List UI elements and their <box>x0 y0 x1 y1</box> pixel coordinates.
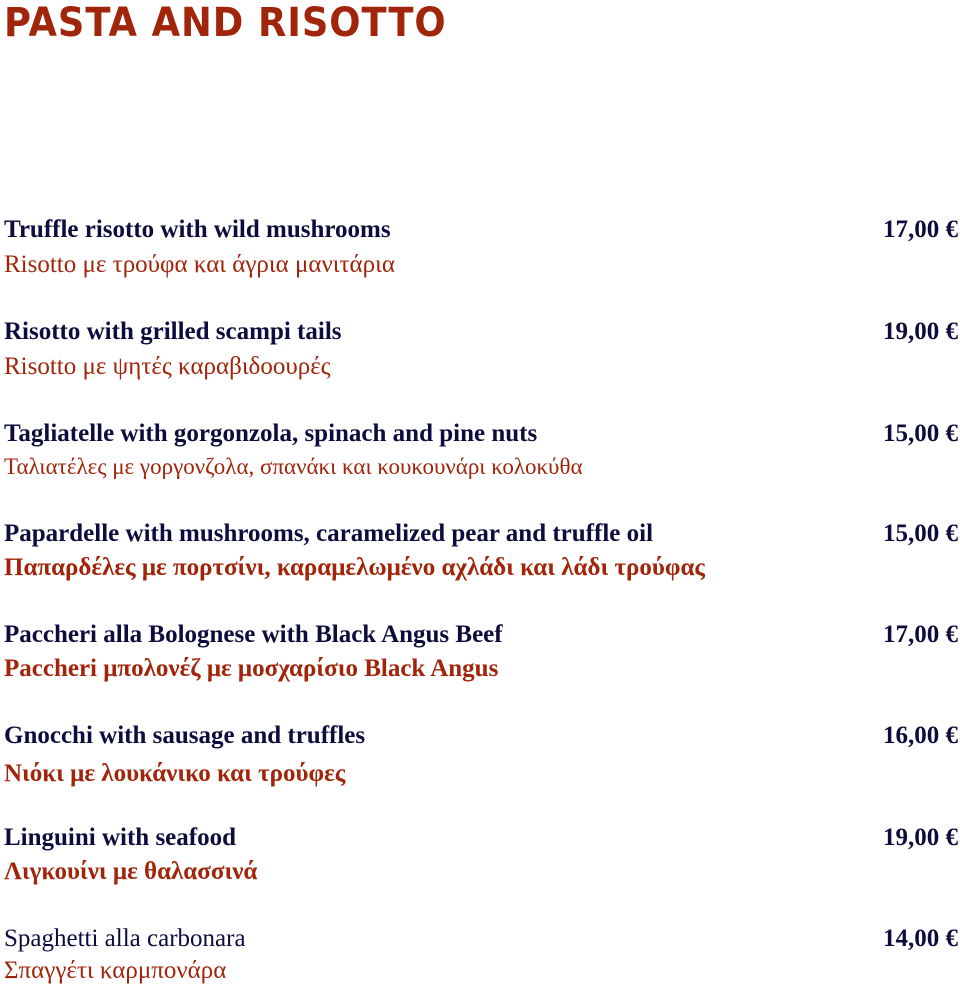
item-price: 19,00 € <box>883 824 958 851</box>
item-name-english: Truffle risotto with wild mushrooms <box>4 216 391 243</box>
item-name-greek: Λιγκουίνι με θαλασσινά <box>4 858 258 885</box>
menu-item <box>4 924 958 986</box>
item-name-english: Tagliatelle with gorgonzola, spinach and pine nuts <box>4 420 538 447</box>
item-name-english: Linguini with seafood <box>4 824 237 851</box>
item-price: 15,00 € <box>883 520 958 547</box>
menu-item <box>4 620 958 684</box>
item-name-english: Spaghetti alla carbonara <box>4 925 246 952</box>
menu-item <box>4 519 958 583</box>
item-name-english: Risotto with grilled scampi tails <box>4 318 342 345</box>
menu-item <box>4 721 958 789</box>
item-price: 16,00 € <box>883 722 958 749</box>
menu-item <box>4 317 958 382</box>
menu-item <box>4 823 958 887</box>
item-name-english: Papardelle with mushrooms, caramelized pear and truffle oil <box>4 520 654 547</box>
item-name-greek: Σπαγγέτι καρμπονάρα <box>4 957 227 984</box>
item-name-greek: Risotto με ψητές καραβιδοουρές <box>4 353 331 380</box>
item-name-english: Paccheri alla Bolognese with Black Angus Beef <box>4 621 503 648</box>
item-name-greek: Ταλιατέλες με γοργονζολα, σπανάκι και κουκουνάρι κολοκύθα <box>4 454 583 479</box>
item-price: 19,00 € <box>883 318 958 345</box>
menu-item <box>4 215 958 280</box>
item-name-greek: Παπαρδέλες με πορτσίνι, καραμελωμένο αχλάδι και λάδι τρούφας <box>4 554 705 581</box>
item-price: 14,00 € <box>883 925 958 952</box>
page-title: PASTA AND RISOTTO <box>4 0 447 46</box>
item-name-greek: Νιόκι με λουκάνικο και τρούφες <box>4 760 346 787</box>
item-name-greek: Paccheri μπολονέζ με μοσχαρίσιο Black Angus <box>4 655 499 682</box>
item-price: 17,00 € <box>883 216 958 243</box>
item-name-english: Gnocchi with sausage and truffles <box>4 722 366 749</box>
item-price: 17,00 € <box>883 621 958 648</box>
item-name-greek: Risotto με τρούφα και άγρια μανιτάρια <box>4 251 395 278</box>
menu-item <box>4 419 958 482</box>
item-price: 15,00 € <box>883 420 958 447</box>
